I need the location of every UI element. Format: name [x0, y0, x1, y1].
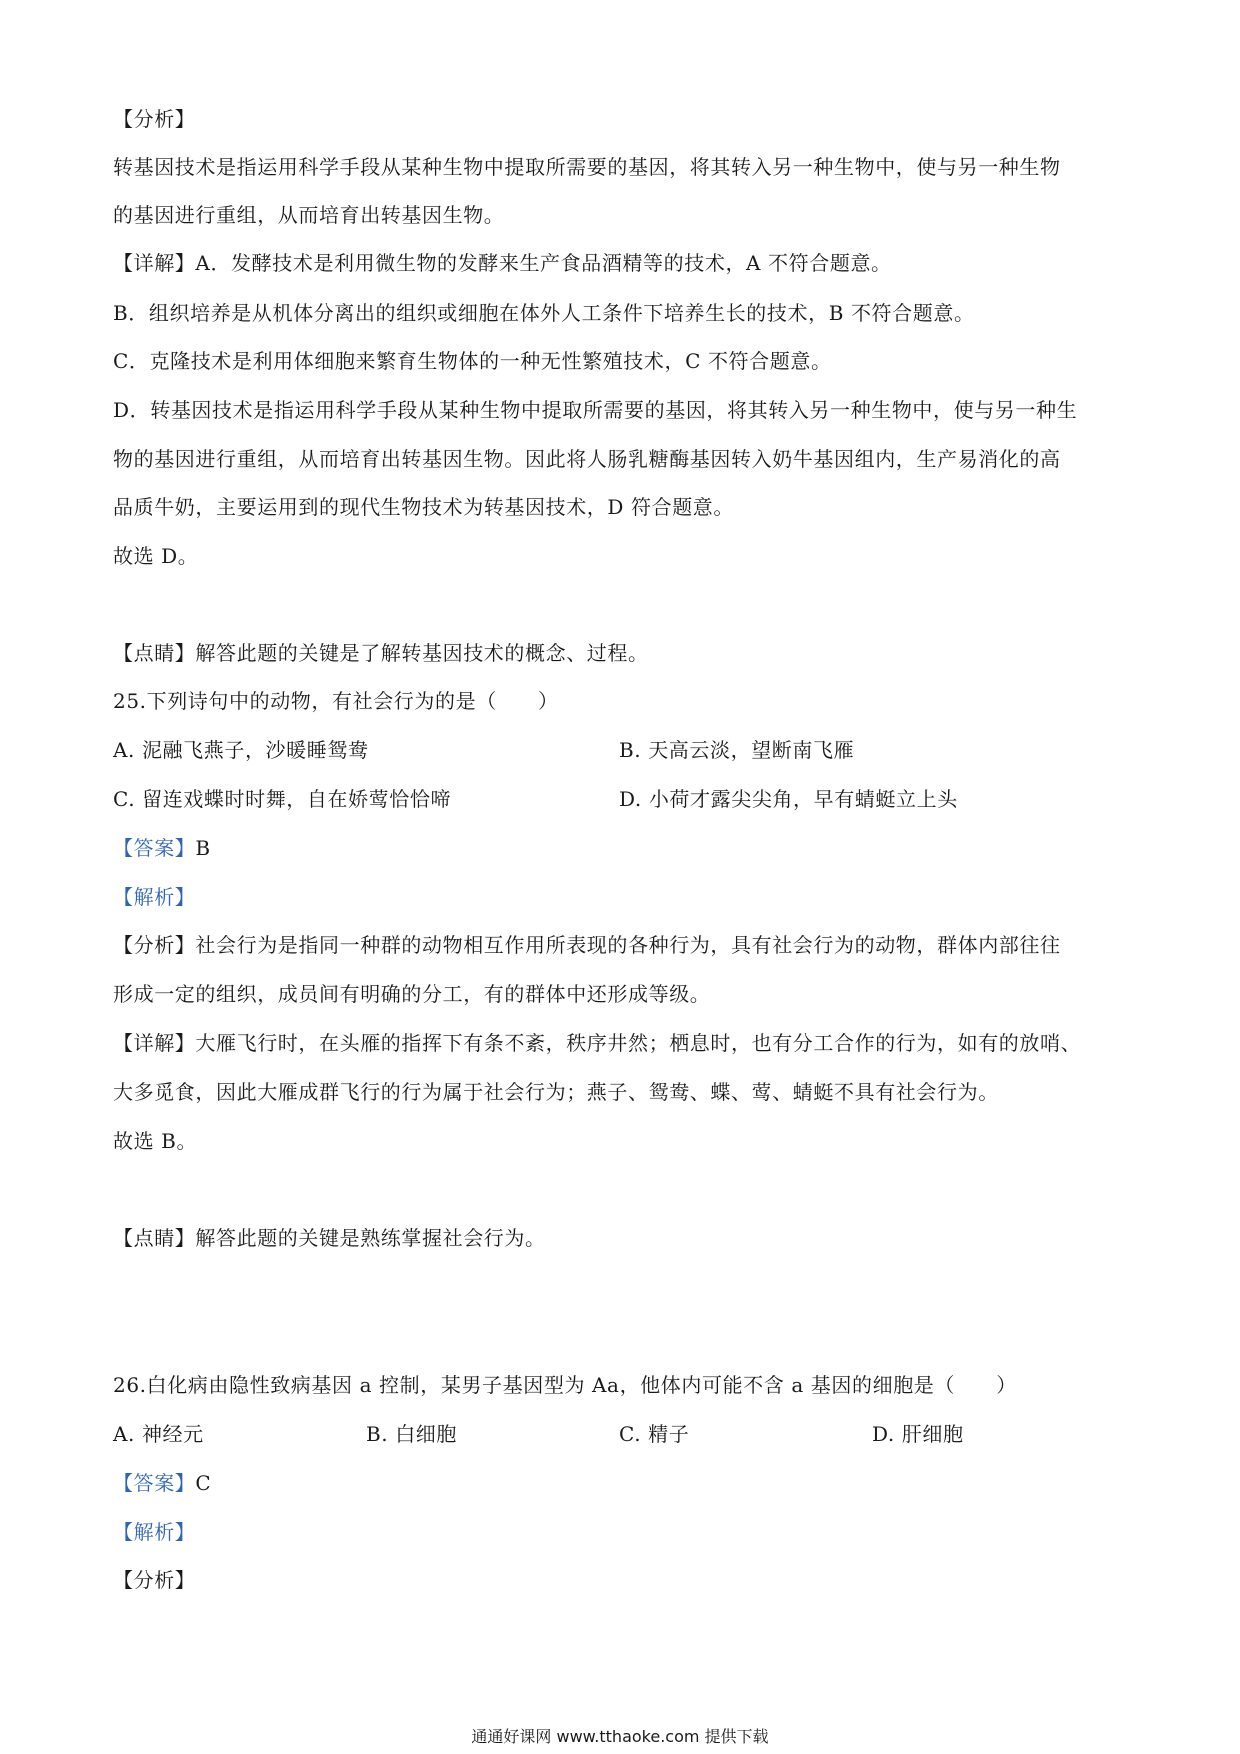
question-25-stem: 25.下列诗句中的动物，有社会行为的是（ ） — [113, 689, 559, 713]
comment-text: 【点睛】解答此题的关键是熟练掌握社会行为。 — [113, 1226, 546, 1250]
question-25-option-d: D. 小荷才露尖尖角，早有蜻蜓立上头 — [619, 787, 958, 811]
detail-option-c: C．克隆技术是利用体细胞来繁育生物体的一种无性繁殖技术，C 不符合题意。 — [113, 349, 832, 373]
question-25-option-c: C. 留连戏蝶时时舞，自在娇莺恰恰啼 — [113, 787, 452, 811]
analysis-text-line: 【分析】社会行为是指同一种群的动物相互作用所表现的各种行为，具有社会行为的动物，群体内部往往 — [113, 933, 1061, 957]
question-26-answer — [113, 1470, 211, 1496]
answer-label: 【答案】 — [113, 1471, 196, 1495]
analysis-text-line: 转基因技术是指运用科学手段从某种生物中提取所需要的基因，将其转入另一种生物中，使与另一种生物 — [113, 155, 1061, 179]
detail-option-a: 【详解】A．发酵技术是利用微生物的发酵来生产食品酒精等的技术，A 不符合题意。 — [113, 251, 892, 275]
question-26-option-d: D. 肝细胞 — [872, 1422, 964, 1446]
detail-text-line: 【详解】大雁飞行时，在头雁的指挥下有条不紊，秩序井然；栖息时，也有分工合作的行为，如有的放哨、 — [113, 1031, 1082, 1055]
page-footer: 通通好课网 www.tthaoke.com 提供下载 — [471, 1727, 769, 1746]
detail-option-d-line: 物的基因进行重组，从而培育出转基因生物。因此将人肠乳糖酶基因转入奶牛基因组内，生产易消化的高 — [113, 447, 1061, 471]
analysis-text-line: 形成一定的组织，成员间有明确的分工，有的群体中还形成等级。 — [113, 982, 711, 1006]
analysis-heading: 【分析】 — [113, 107, 196, 131]
explanation-label: 【解析】 — [113, 1520, 196, 1544]
answer-label: 【答案】 — [113, 836, 196, 860]
question-25-option-a: A. 泥融飞燕子，沙暖睡鸳鸯 — [113, 738, 369, 762]
question-26-option-b: B. 白细胞 — [366, 1422, 458, 1446]
question-26-option-c: C. 精子 — [619, 1422, 690, 1446]
question-26-option-a: A. 神经元 — [113, 1422, 204, 1446]
detail-option-d-line: 品质牛奶，主要运用到的现代生物技术为转基因技术，D 符合题意。 — [113, 495, 734, 519]
detail-option-d-line: D．转基因技术是指运用科学手段从某种生物中提取所需要的基因，将其转入另一种生物中，使与另一种生 — [113, 398, 1078, 422]
question-25-option-b: B. 天高云淡，望断南飞雁 — [619, 738, 855, 762]
question-26-stem: 26.白化病由隐性致病基因 a 控制，某男子基因型为 Aa，他体内可能不含 a 基因的细胞是（ ） — [113, 1373, 1017, 1397]
comment-text: 【点睛】解答此题的关键是了解转基因技术的概念、过程。 — [113, 641, 649, 665]
detail-text-line: 大多觅食，因此大雁成群飞行的行为属于社会行为；燕子、鸳鸯、蝶、莺、蜻蜓不具有社会行为。 — [113, 1080, 999, 1104]
analysis-text-line: 的基因进行重组，从而培育出转基因生物。 — [113, 203, 505, 227]
question-25-answer — [113, 835, 211, 861]
analysis-heading: 【分析】 — [113, 1568, 196, 1592]
detail-option-b: B．组织培养是从机体分离出的组织或细胞在体外人工条件下培养生长的技术，B 不符合题意。 — [113, 301, 975, 325]
final-choice: 故选 B。 — [113, 1129, 198, 1153]
explanation-label: 【解析】 — [113, 885, 196, 909]
answer-value: B — [195, 836, 211, 860]
answer-value: C — [195, 1471, 212, 1495]
final-choice: 故选 D。 — [113, 544, 199, 568]
